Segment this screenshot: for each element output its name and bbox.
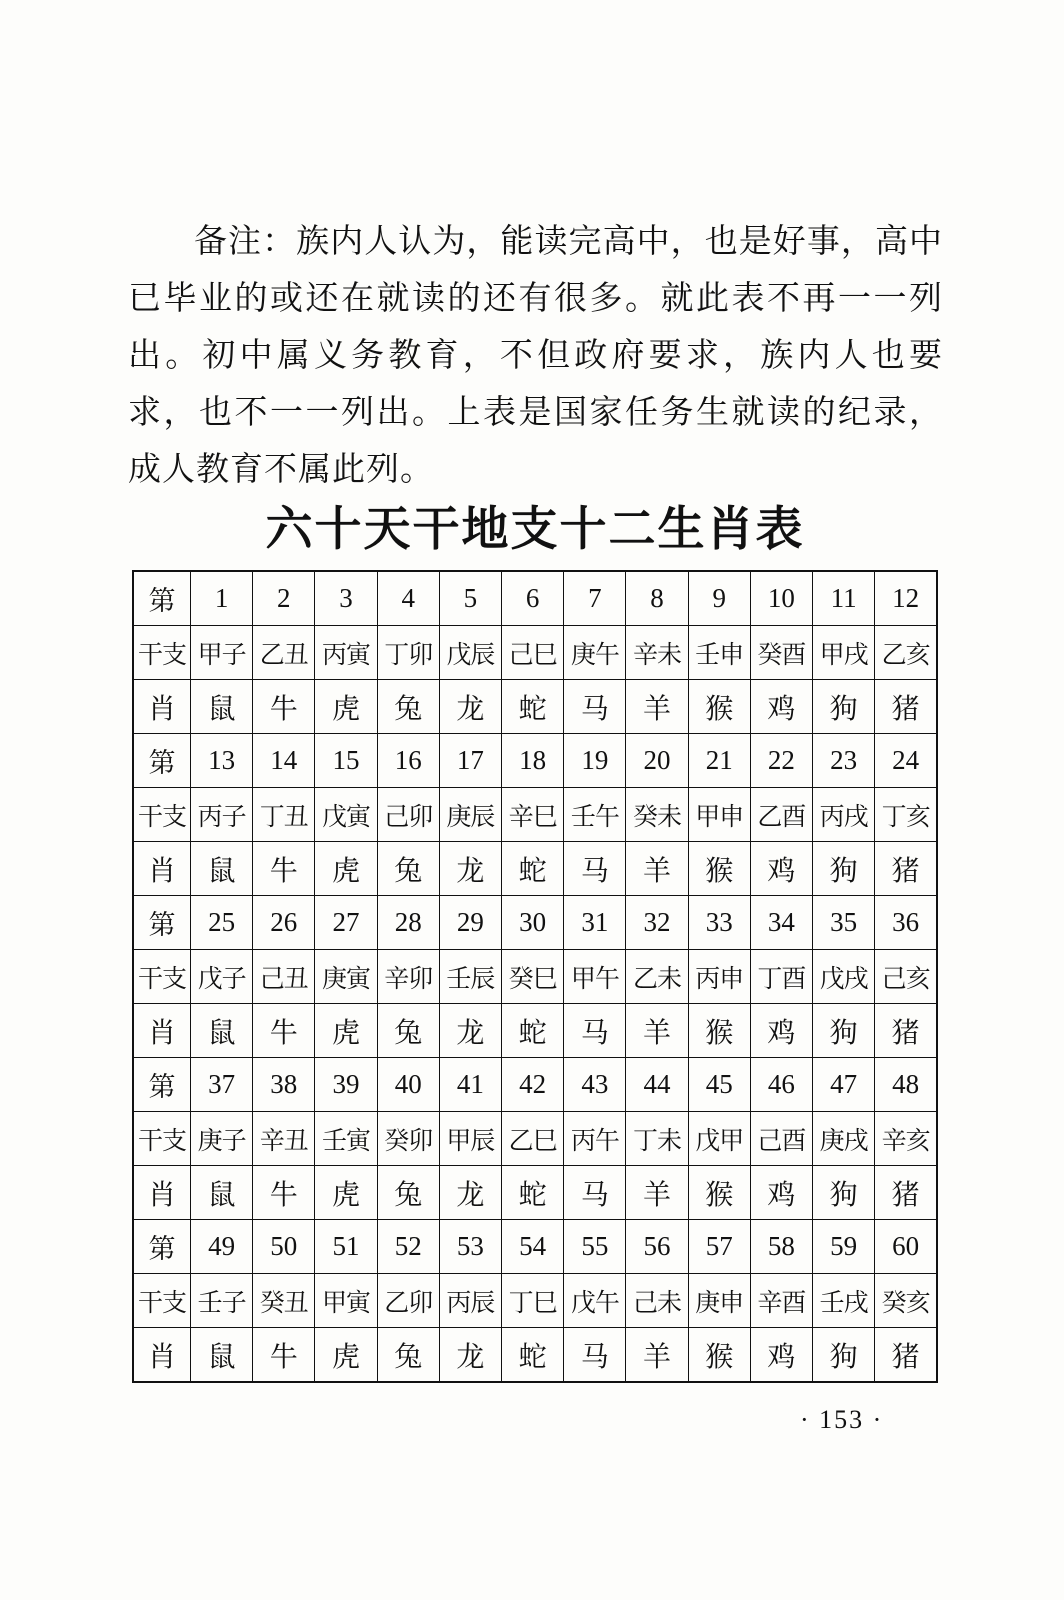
- number-row-cell: 22: [750, 734, 812, 788]
- animal-row-cell: 猴: [688, 1166, 750, 1220]
- number-row-cell: 4: [377, 571, 439, 626]
- animal-row-cell: 鼠: [191, 1004, 253, 1058]
- animal-row-cell: 猪: [875, 1004, 937, 1058]
- ganzhi-row-cell: 乙酉: [750, 788, 812, 842]
- ganzhi-row-cell: 丁巳: [502, 1274, 564, 1328]
- ganzhi-row-label: 干支: [133, 626, 191, 680]
- animal-row-cell: 兔: [377, 1328, 439, 1383]
- ganzhi-row: [133, 950, 937, 1004]
- animal-row-cell: 虎: [315, 680, 377, 734]
- note-paragraph: 备注：族内人认为，能读完高中，也是好事，高中已毕业的或还在就读的还有很多。就此表不再一一列出。初中属义务教育，不但政府要求，族内人也要求，也不一一列出。上表是国家任务生就读的纪录，成人教育不属此列。: [128, 221, 943, 488]
- animal-row-cell: 鼠: [191, 680, 253, 734]
- animal-row-cell: 马: [564, 842, 626, 896]
- animal-row-cell: 牛: [253, 680, 315, 734]
- table-title: 六十天干地支十二生肖表: [265, 502, 805, 557]
- animal-row-cell: 鸡: [750, 1166, 812, 1220]
- ganzhi-row-label: 干支: [133, 1274, 191, 1328]
- ganzhi-row-cell: 戊午: [564, 1274, 626, 1328]
- ganzhi-row-cell: 甲戌: [813, 626, 875, 680]
- ganzhi-row-cell: 壬辰: [439, 950, 501, 1004]
- number-row-cell: 23: [813, 734, 875, 788]
- ganzhi-row: [133, 1112, 937, 1166]
- number-row-cell: 5: [439, 571, 501, 626]
- animal-row-cell: 兔: [377, 680, 439, 734]
- animal-row-cell: 蛇: [502, 842, 564, 896]
- ganzhi-zodiac-table: [132, 570, 938, 1383]
- number-row-cell: 36: [875, 896, 937, 950]
- ganzhi-row-cell: 癸卯: [377, 1112, 439, 1166]
- animal-row-cell: 羊: [626, 1328, 688, 1383]
- animal-row-label: 肖: [133, 680, 191, 734]
- ganzhi-row-cell: 戊辰: [439, 626, 501, 680]
- number-row-cell: 27: [315, 896, 377, 950]
- number-row-cell: 28: [377, 896, 439, 950]
- number-row-cell: 44: [626, 1058, 688, 1112]
- number-row-cell: 10: [750, 571, 812, 626]
- animal-row-cell: 兔: [377, 1166, 439, 1220]
- number-row-cell: 2: [253, 571, 315, 626]
- number-row-label: 第: [133, 571, 191, 626]
- animal-row-cell: 猪: [875, 1328, 937, 1383]
- ganzhi-row: [133, 626, 937, 680]
- number-row-cell: 20: [626, 734, 688, 788]
- ganzhi-row-cell: 庚戌: [813, 1112, 875, 1166]
- number-row-cell: 18: [502, 734, 564, 788]
- number-row-cell: 25: [191, 896, 253, 950]
- number-row-cell: 34: [750, 896, 812, 950]
- number-row-cell: 32: [626, 896, 688, 950]
- animal-row-label: 肖: [133, 842, 191, 896]
- ganzhi-row: [133, 788, 937, 842]
- ganzhi-row-cell: 己未: [626, 1274, 688, 1328]
- animal-row-cell: 兔: [377, 842, 439, 896]
- number-row: [133, 896, 937, 950]
- ganzhi-row-cell: 庚子: [191, 1112, 253, 1166]
- number-row-cell: 14: [253, 734, 315, 788]
- number-row: [133, 571, 937, 626]
- number-row-cell: 17: [439, 734, 501, 788]
- number-row-cell: 15: [315, 734, 377, 788]
- number-row-cell: 9: [688, 571, 750, 626]
- ganzhi-row-cell: 庚午: [564, 626, 626, 680]
- animal-row-cell: 猪: [875, 1166, 937, 1220]
- number-row-cell: 52: [377, 1220, 439, 1274]
- number-row-cell: 11: [813, 571, 875, 626]
- animal-row-cell: 猪: [875, 842, 937, 896]
- animal-row-cell: 羊: [626, 842, 688, 896]
- number-row-cell: 24: [875, 734, 937, 788]
- ganzhi-row-cell: 己酉: [750, 1112, 812, 1166]
- animal-row-cell: 虎: [315, 1328, 377, 1383]
- ganzhi-row-cell: 丙寅: [315, 626, 377, 680]
- ganzhi-row-cell: 乙卯: [377, 1274, 439, 1328]
- ganzhi-row-cell: 乙巳: [502, 1112, 564, 1166]
- number-row-cell: 42: [502, 1058, 564, 1112]
- number-row-cell: 48: [875, 1058, 937, 1112]
- ganzhi-row-cell: 癸未: [626, 788, 688, 842]
- animal-row-cell: 牛: [253, 1328, 315, 1383]
- ganzhi-row: [133, 1274, 937, 1328]
- number-row-cell: 8: [626, 571, 688, 626]
- ganzhi-row-cell: 甲寅: [315, 1274, 377, 1328]
- animal-row-cell: 狗: [813, 1166, 875, 1220]
- number-row-cell: 39: [315, 1058, 377, 1112]
- ganzhi-row-cell: 乙丑: [253, 626, 315, 680]
- ganzhi-row-cell: 癸丑: [253, 1274, 315, 1328]
- ganzhi-row-cell: 乙亥: [875, 626, 937, 680]
- animal-row-cell: 鸡: [750, 680, 812, 734]
- animal-row-cell: 狗: [813, 1004, 875, 1058]
- number-row-cell: 49: [191, 1220, 253, 1274]
- ganzhi-row-cell: 丙戌: [813, 788, 875, 842]
- animal-row-cell: 猪: [875, 680, 937, 734]
- ganzhi-row-cell: 辛卯: [377, 950, 439, 1004]
- number-row-cell: 60: [875, 1220, 937, 1274]
- number-row-cell: 56: [626, 1220, 688, 1274]
- animal-row-cell: 蛇: [502, 1004, 564, 1058]
- animal-row-cell: 兔: [377, 1004, 439, 1058]
- animal-row-cell: 龙: [439, 1004, 501, 1058]
- number-row-cell: 3: [315, 571, 377, 626]
- ganzhi-row-cell: 戊子: [191, 950, 253, 1004]
- ganzhi-row-label: 干支: [133, 950, 191, 1004]
- animal-row-cell: 狗: [813, 842, 875, 896]
- animal-row-cell: 牛: [253, 1166, 315, 1220]
- animal-row-cell: 牛: [253, 1004, 315, 1058]
- ganzhi-row-cell: 辛丑: [253, 1112, 315, 1166]
- number-row-cell: 12: [875, 571, 937, 626]
- animal-row-cell: 羊: [626, 1004, 688, 1058]
- animal-row: [133, 1004, 937, 1058]
- animal-row-cell: 鼠: [191, 1166, 253, 1220]
- number-row-cell: 51: [315, 1220, 377, 1274]
- animal-row-cell: 牛: [253, 842, 315, 896]
- number-row-cell: 30: [502, 896, 564, 950]
- ganzhi-row-cell: 甲辰: [439, 1112, 501, 1166]
- number-row-cell: 55: [564, 1220, 626, 1274]
- animal-row-label: 肖: [133, 1004, 191, 1058]
- animal-row-label: 肖: [133, 1166, 191, 1220]
- number-row-cell: 26: [253, 896, 315, 950]
- number-row-cell: 57: [688, 1220, 750, 1274]
- animal-row: [133, 680, 937, 734]
- number-row-cell: 54: [502, 1220, 564, 1274]
- number-row-cell: 47: [813, 1058, 875, 1112]
- animal-row-cell: 龙: [439, 1166, 501, 1220]
- number-row: [133, 1058, 937, 1112]
- number-row-cell: 16: [377, 734, 439, 788]
- ganzhi-row-cell: 壬午: [564, 788, 626, 842]
- animal-row-cell: 马: [564, 1004, 626, 1058]
- ganzhi-row-cell: 丙午: [564, 1112, 626, 1166]
- ganzhi-row-cell: 己亥: [875, 950, 937, 1004]
- number-row-cell: 7: [564, 571, 626, 626]
- number-row-cell: 33: [688, 896, 750, 950]
- ganzhi-row-label: 干支: [133, 788, 191, 842]
- ganzhi-row-cell: 丙子: [191, 788, 253, 842]
- number-row-cell: 59: [813, 1220, 875, 1274]
- number-row-cell: 19: [564, 734, 626, 788]
- number-row-label: 第: [133, 896, 191, 950]
- number-row-cell: 45: [688, 1058, 750, 1112]
- animal-row-cell: 蛇: [502, 680, 564, 734]
- animal-row-cell: 鸡: [750, 1328, 812, 1383]
- animal-row-cell: 蛇: [502, 1166, 564, 1220]
- ganzhi-row-cell: 癸亥: [875, 1274, 937, 1328]
- animal-row-cell: 蛇: [502, 1328, 564, 1383]
- animal-row-cell: 鼠: [191, 842, 253, 896]
- animal-row-cell: 马: [564, 1166, 626, 1220]
- number-row-cell: 1: [191, 571, 253, 626]
- ganzhi-row-cell: 己卯: [377, 788, 439, 842]
- ganzhi-row-cell: 辛酉: [750, 1274, 812, 1328]
- number-row-cell: 6: [502, 571, 564, 626]
- animal-row-cell: 鸡: [750, 842, 812, 896]
- number-row: [133, 734, 937, 788]
- number-row-cell: 38: [253, 1058, 315, 1112]
- animal-row: [133, 1328, 937, 1383]
- ganzhi-row-cell: 癸巳: [502, 950, 564, 1004]
- ganzhi-row-cell: 壬寅: [315, 1112, 377, 1166]
- number-row-cell: 40: [377, 1058, 439, 1112]
- animal-row-cell: 龙: [439, 842, 501, 896]
- number-row-label: 第: [133, 1058, 191, 1112]
- ganzhi-row-cell: 丁卯: [377, 626, 439, 680]
- ganzhi-row-cell: 辛巳: [502, 788, 564, 842]
- ganzhi-row-cell: 庚寅: [315, 950, 377, 1004]
- animal-row-cell: 马: [564, 1328, 626, 1383]
- number-row: [133, 1220, 937, 1274]
- ganzhi-row-label: 干支: [133, 1112, 191, 1166]
- animal-row-cell: 龙: [439, 1328, 501, 1383]
- number-row-cell: 53: [439, 1220, 501, 1274]
- page-number: · 153 ·: [800, 1405, 884, 1434]
- animal-row-cell: 鸡: [750, 1004, 812, 1058]
- animal-row-cell: 狗: [813, 680, 875, 734]
- number-row-cell: 41: [439, 1058, 501, 1112]
- ganzhi-row-cell: 戊戌: [813, 950, 875, 1004]
- animal-row-cell: 猴: [688, 1328, 750, 1383]
- number-row-cell: 31: [564, 896, 626, 950]
- ganzhi-row-cell: 辛亥: [875, 1112, 937, 1166]
- number-row-cell: 43: [564, 1058, 626, 1112]
- animal-row-cell: 羊: [626, 680, 688, 734]
- ganzhi-row-cell: 甲午: [564, 950, 626, 1004]
- number-row-cell: 35: [813, 896, 875, 950]
- animal-row-cell: 马: [564, 680, 626, 734]
- number-row-label: 第: [133, 734, 191, 788]
- number-row-cell: 58: [750, 1220, 812, 1274]
- number-row-cell: 50: [253, 1220, 315, 1274]
- animal-row-label: 肖: [133, 1328, 191, 1383]
- ganzhi-row-cell: 丙辰: [439, 1274, 501, 1328]
- animal-row-cell: 鼠: [191, 1328, 253, 1383]
- animal-row-cell: 狗: [813, 1328, 875, 1383]
- animal-row-cell: 虎: [315, 1166, 377, 1220]
- ganzhi-row-cell: 辛未: [626, 626, 688, 680]
- animal-row-cell: 猴: [688, 680, 750, 734]
- ganzhi-row-cell: 己巳: [502, 626, 564, 680]
- number-row-label: 第: [133, 1220, 191, 1274]
- number-row-cell: 13: [191, 734, 253, 788]
- ganzhi-row-cell: 庚辰: [439, 788, 501, 842]
- ganzhi-row-cell: 己丑: [253, 950, 315, 1004]
- animal-row-cell: 虎: [315, 1004, 377, 1058]
- ganzhi-row-cell: 壬申: [688, 626, 750, 680]
- animal-row-cell: 龙: [439, 680, 501, 734]
- ganzhi-row-cell: 丁丑: [253, 788, 315, 842]
- ganzhi-row-cell: 乙未: [626, 950, 688, 1004]
- ganzhi-row-cell: 壬戌: [813, 1274, 875, 1328]
- ganzhi-row-cell: 丁亥: [875, 788, 937, 842]
- ganzhi-row-cell: 庚申: [688, 1274, 750, 1328]
- ganzhi-row-cell: 甲申: [688, 788, 750, 842]
- table-body: [133, 571, 937, 1382]
- number-row-cell: 46: [750, 1058, 812, 1112]
- ganzhi-row-cell: 戊寅: [315, 788, 377, 842]
- ganzhi-row-cell: 壬子: [191, 1274, 253, 1328]
- animal-row-cell: 虎: [315, 842, 377, 896]
- ganzhi-row-cell: 丁未: [626, 1112, 688, 1166]
- number-row-cell: 37: [191, 1058, 253, 1112]
- animal-row-cell: 羊: [626, 1166, 688, 1220]
- animal-row: [133, 1166, 937, 1220]
- number-row-cell: 21: [688, 734, 750, 788]
- ganzhi-row-cell: 癸酉: [750, 626, 812, 680]
- animal-row-cell: 猴: [688, 1004, 750, 1058]
- ganzhi-row-cell: 甲子: [191, 626, 253, 680]
- ganzhi-row-cell: 丙申: [688, 950, 750, 1004]
- ganzhi-row-cell: 戊甲: [688, 1112, 750, 1166]
- animal-row-cell: 猴: [688, 842, 750, 896]
- animal-row: [133, 842, 937, 896]
- ganzhi-row-cell: 丁酉: [750, 950, 812, 1004]
- number-row-cell: 29: [439, 896, 501, 950]
